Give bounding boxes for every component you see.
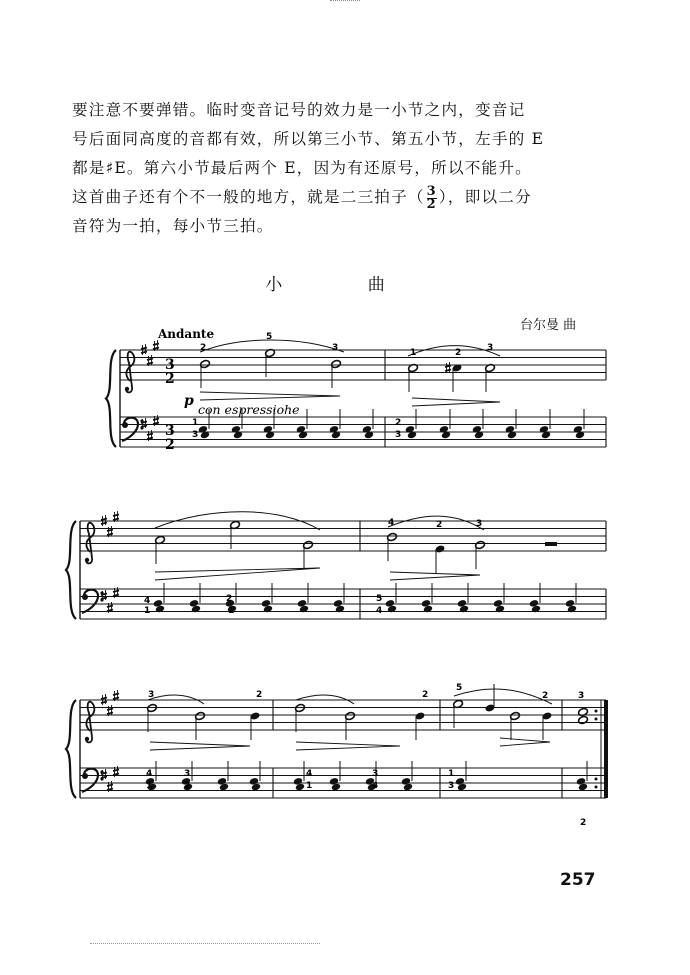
bass-chord <box>529 583 541 613</box>
whole-chord-lower <box>578 715 589 724</box>
bass-clef-icon <box>82 590 104 613</box>
bass-chord <box>576 761 588 791</box>
paragraph-line-part: 这首曲子还有个不一般的地方，就是二三拍子（ <box>72 188 425 206</box>
composer-credit: 台尔曼 曲 <box>520 318 577 333</box>
fingering-number: 2 <box>542 691 549 701</box>
bass-chord <box>333 583 345 613</box>
piece-title: 小 曲 <box>265 275 425 295</box>
fingering-number: 3 <box>487 343 494 353</box>
diminuendo-hairpin <box>200 392 340 400</box>
half-rest-icon <box>545 542 557 546</box>
bass-chord <box>385 583 397 613</box>
repeat-dot <box>595 710 598 713</box>
fingering-number: 3 <box>148 690 155 700</box>
key-sharp-icon <box>107 526 113 537</box>
fingering-number: 2 <box>580 818 587 828</box>
fingering-number: 1 <box>146 781 153 791</box>
diminuendo-hairpin <box>296 742 400 750</box>
fingering-number: 2 <box>395 418 402 428</box>
fingering-number: 4 <box>306 769 313 779</box>
bass-chord <box>421 583 433 613</box>
fingering-number: 1 <box>228 606 235 616</box>
fingering-number: 3 <box>448 781 455 791</box>
bass-chord <box>261 583 273 613</box>
fingering-number: 5 <box>376 594 383 604</box>
bass-chord <box>401 761 413 791</box>
diminuendo-hairpin <box>155 568 320 580</box>
fingering-number: 1 <box>448 769 455 779</box>
bass-chord <box>457 583 469 613</box>
bass-chord <box>493 583 505 613</box>
bass-clef-icon <box>82 769 104 792</box>
key-sharp-icon <box>153 340 159 351</box>
page-number: 257 <box>560 870 596 890</box>
fingering-number: 1 <box>410 348 417 358</box>
fingering-number: 4 <box>388 518 395 528</box>
fingering-number: 2 <box>184 781 191 791</box>
fingering-number: 4 <box>372 781 379 791</box>
bass-chord <box>329 761 341 791</box>
bass-clef-icon <box>122 418 144 441</box>
bass-chord <box>217 761 229 791</box>
fingering-number: 4 <box>146 769 153 779</box>
key-sharp-icon <box>147 355 153 366</box>
diminuendo-hairpin <box>412 398 500 406</box>
bass-chord <box>455 761 467 791</box>
bass-chord <box>293 761 305 791</box>
bottom-scan-line <box>90 943 320 944</box>
bass-chord <box>249 761 261 791</box>
paragraph-line: 号后面同高度的音都有效，所以第三小节、第五小节，左手的 E <box>72 130 545 148</box>
fingering-number: 3 <box>476 519 483 529</box>
bass-chord <box>297 583 309 613</box>
expression-marking: con espressiohe <box>198 402 300 417</box>
accidental-sharp-icon <box>445 362 451 373</box>
bass-chord <box>189 583 201 613</box>
fingering-number: 1 <box>192 418 199 428</box>
fingering-number: 2 <box>226 594 233 604</box>
bass-chord <box>153 583 165 613</box>
svg-text:2: 2 <box>165 371 175 387</box>
paragraph-line: 音符为一拍，每小节三拍。 <box>72 217 274 235</box>
fingering-number: 3 <box>372 769 379 779</box>
fingering-number: 4 <box>144 596 151 606</box>
paragraph-line: 都是♯E。第六小节最后两个 E，因为有还原号，所以不能升。 <box>72 159 532 177</box>
fingering-number: 2 <box>455 348 462 358</box>
bass-chord <box>565 583 577 613</box>
key-sharp-icon <box>107 705 113 716</box>
paragraph-line: 要注意不要弹错。临时变音记号的效力是一小节之内，变音记 <box>72 101 526 119</box>
time-signature-treble <box>165 357 175 387</box>
system-1 <box>106 340 606 447</box>
tempo-marking: Andante <box>158 327 215 341</box>
fingering-number: 1 <box>306 781 313 791</box>
final-barline-thick <box>604 700 608 798</box>
key-sharp-icon <box>113 690 119 701</box>
fraction-bottom: 2 <box>426 196 437 212</box>
time-signature-bass <box>165 423 175 453</box>
fingering-number: 5 <box>456 683 463 693</box>
paragraph-line-part: ），即以二分 <box>438 188 532 206</box>
fingering-number: 3 <box>192 430 199 440</box>
svg-text:3: 3 <box>165 423 175 439</box>
fingering-number: 2 <box>422 690 429 700</box>
slur <box>454 689 552 704</box>
repeat-dot <box>595 718 598 721</box>
grand-staff-brace <box>106 350 116 447</box>
fingering-number: 3 <box>332 343 339 353</box>
grand-staff-brace <box>66 700 76 798</box>
fingering-number: 5 <box>266 332 273 342</box>
diminuendo-hairpin <box>390 572 480 580</box>
fingering-number: 2 <box>256 690 263 700</box>
fingering-number: 2 <box>436 520 443 530</box>
fraction-top: 3 <box>426 183 437 199</box>
dynamic-marking: p <box>184 393 194 409</box>
fingering-number: 1 <box>144 606 151 616</box>
fingering-number: 4 <box>376 606 383 616</box>
fingering-number: 3 <box>395 430 402 440</box>
svg-text:2: 2 <box>165 437 175 453</box>
diminuendo-hairpin <box>150 742 250 750</box>
key-sharp-icon <box>113 511 119 522</box>
repeat-dot <box>595 778 598 781</box>
fingering-number: 2 <box>200 343 207 353</box>
fingering-number: 3 <box>578 691 585 701</box>
fingering-number: 3 <box>184 769 191 779</box>
repeat-dot <box>595 786 598 789</box>
grand-staff-brace <box>66 521 76 619</box>
svg-text:3: 3 <box>165 357 175 373</box>
